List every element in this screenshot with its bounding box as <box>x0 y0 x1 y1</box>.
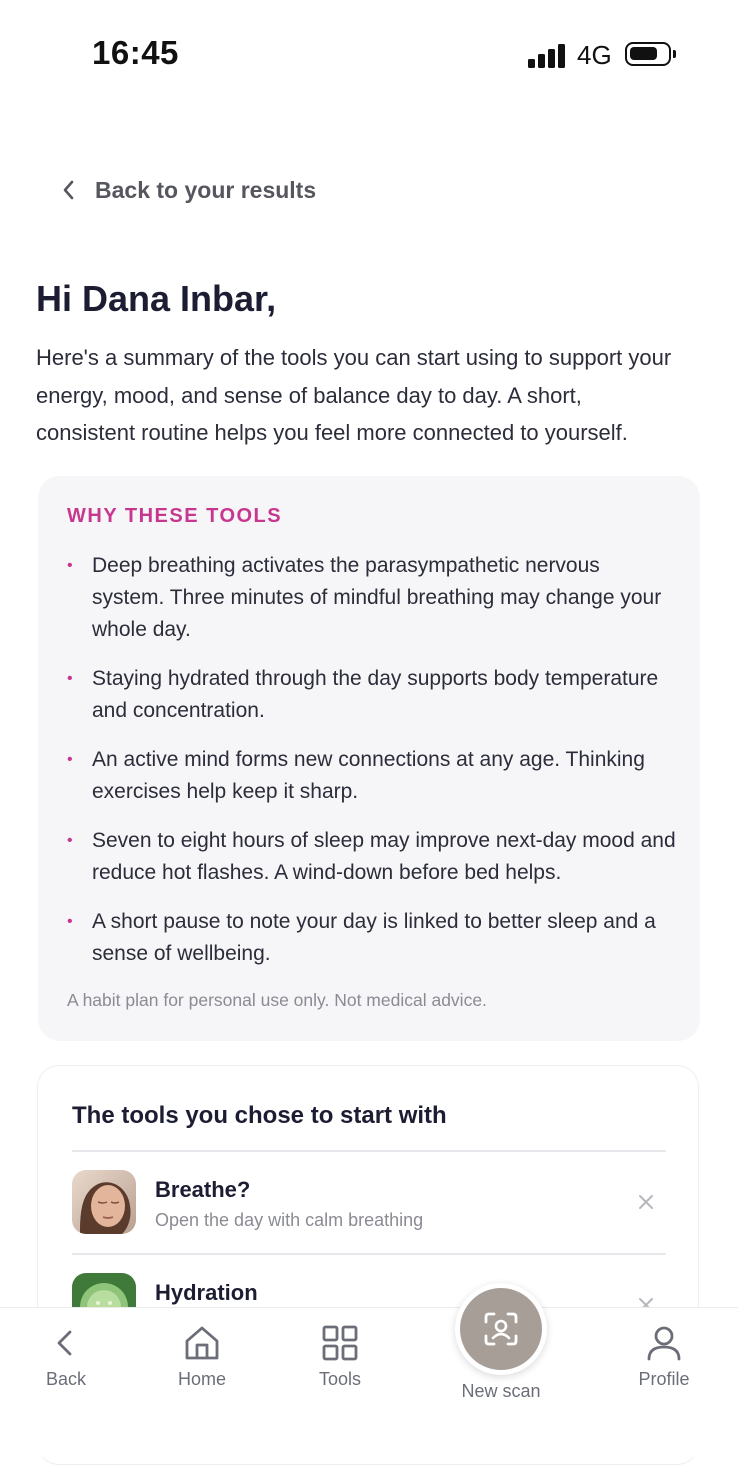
bullet-icon: • <box>67 557 73 574</box>
nav-home[interactable] <box>157 1323 247 1390</box>
nav-profile-label: Profile <box>638 1369 690 1389</box>
new-scan-label: New scan <box>461 1381 541 1401</box>
back-link-label: Back to your results <box>95 176 317 203</box>
bullet-icon: • <box>67 670 73 687</box>
why-these-tools-card <box>38 476 700 1041</box>
chevron-left-icon <box>46 1323 86 1363</box>
divider <box>72 1150 666 1152</box>
bullet-icon: • <box>67 751 73 768</box>
new-scan-button[interactable] <box>455 1283 547 1375</box>
back-to-results-link[interactable] <box>60 170 316 210</box>
status-bar <box>0 0 738 110</box>
why-item <box>67 906 677 970</box>
tool-description: Open the day with calm breathing <box>155 1210 424 1230</box>
divider <box>72 1253 666 1255</box>
breathing-photo-icon <box>72 1170 136 1234</box>
home-icon <box>182 1323 222 1363</box>
why-item-text: Staying hydrated through the day supports body temperature and concentration. <box>92 667 659 722</box>
disclaimer-note: A habit plan for personal use only. Not medical advice. <box>67 990 487 1010</box>
status-time: 16:45 <box>92 34 179 71</box>
grid-icon <box>320 1323 360 1363</box>
why-item <box>67 550 677 646</box>
tool-name: Hydration <box>155 1280 258 1305</box>
tool-name: Breathe? <box>155 1177 251 1202</box>
bullet-icon: • <box>67 832 73 849</box>
user-icon <box>644 1323 684 1363</box>
why-item-text: Seven to eight hours of sleep may improve next-day mood and reduce hot flashes. A wind-down before bed helps. <box>92 829 676 884</box>
chevron-left-icon <box>60 179 78 201</box>
network-type: 4G <box>577 40 612 70</box>
why-item-text: Deep breathing activates the parasympathetic nervous system. Three minutes of mindful breathing may change your whole day. <box>92 554 662 641</box>
nav-back[interactable] <box>21 1323 111 1390</box>
bullet-icon: • <box>67 913 73 930</box>
bottom-nav <box>0 1307 738 1457</box>
nav-home-label: Home <box>177 1369 226 1389</box>
nav-back-label: Back <box>45 1369 87 1389</box>
page-title: Hi Dana Inbar, <box>36 278 277 319</box>
nav-tools[interactable] <box>295 1323 385 1390</box>
why-item <box>67 663 677 727</box>
nav-profile[interactable] <box>619 1323 709 1390</box>
why-section-title: WHY THESE TOOLS <box>67 505 283 527</box>
why-item <box>67 744 677 808</box>
tool-item-breathe[interactable] <box>72 1170 666 1250</box>
battery-icon <box>625 42 671 66</box>
why-item <box>67 825 677 889</box>
face-scan-icon <box>481 1309 521 1349</box>
tools-card-title: The tools you chose to start with <box>72 1102 447 1129</box>
intro-text: Here's a summary of the tools you can start using to support your energy, mood, and sense of balance day to day. A short, consistent routine helps you feel more connected to yourself. <box>36 345 672 445</box>
why-item-text: A short pause to note your day is linked to better sleep and a sense of wellbeing. <box>92 910 656 965</box>
nav-tools-label: Tools <box>318 1369 362 1389</box>
signal-icon <box>528 42 568 68</box>
why-item-text: An active mind forms new connections at any age. Thinking exercises help keep it sharp. <box>92 748 645 803</box>
remove-tool-close-icon[interactable] <box>634 1190 658 1214</box>
why-list <box>67 550 677 987</box>
